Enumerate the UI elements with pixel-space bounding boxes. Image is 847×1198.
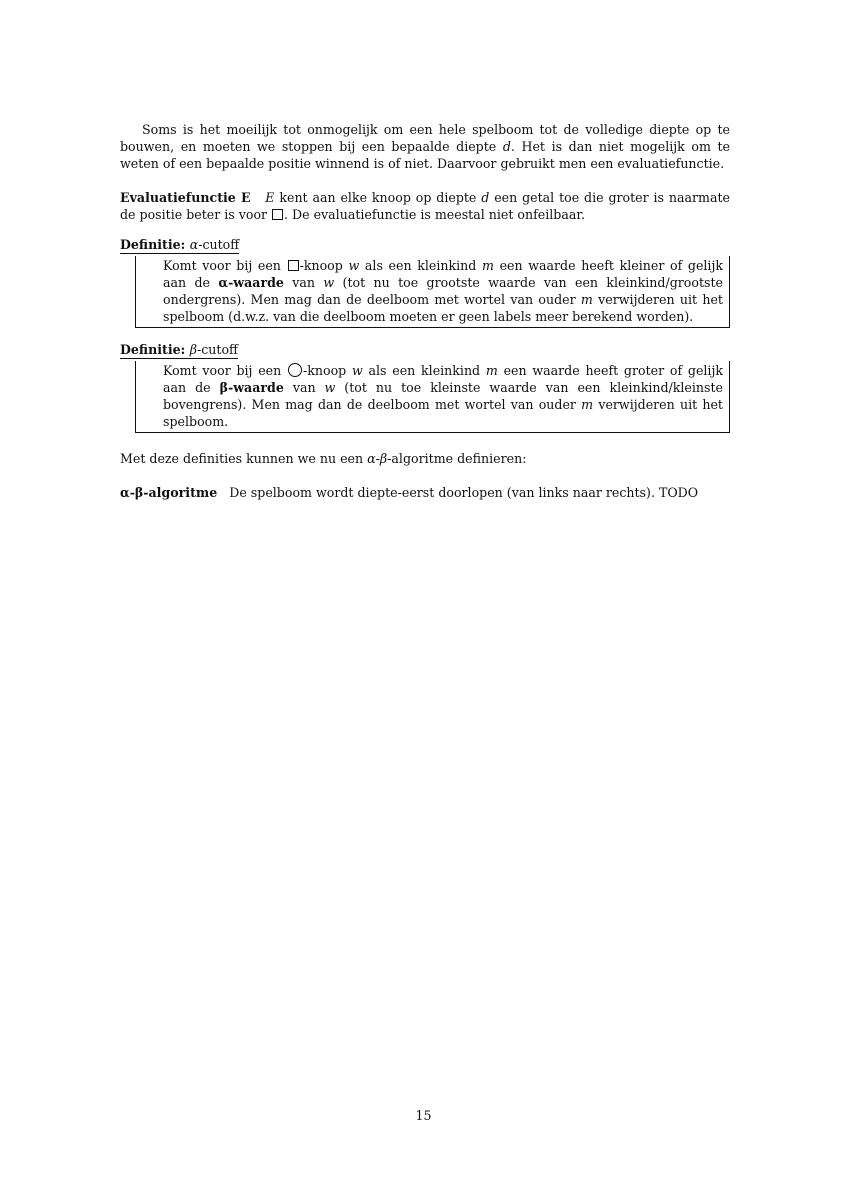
definition-name: -cutoff <box>198 237 240 252</box>
var-m: m <box>580 292 593 307</box>
definition-beta-heading <box>120 342 238 359</box>
page-number: 15 <box>415 1108 432 1123</box>
transition-paragraph <box>120 450 730 467</box>
definition-beta-text <box>163 362 723 430</box>
var-d: d <box>502 139 511 154</box>
def-text: een waarde heeft kleiner of gelijk aan de <box>163 258 723 290</box>
def-text: -knoop <box>302 363 352 378</box>
var-w: w <box>324 380 336 395</box>
def-text: (tot nu toe kleinste waarde van een kleinkind/kleinste bovengrens). Men mag dan de deelboom met wortel van ouder <box>163 380 723 412</box>
def-text: van <box>283 275 324 290</box>
evaluation-text-3: . De evaluatiefunctie is meestal niet onfeilbaar. <box>284 207 585 222</box>
intro-text-end: . Het is dan niet mogelijk om te weten of een bepaalde positie winnend is of niet. Daarvoor gebruikt men een evaluatiefunctie. <box>120 139 731 171</box>
def-text: van <box>283 380 325 395</box>
alpha-symbol: α <box>189 237 199 252</box>
alpha-symbol: α <box>367 451 376 466</box>
definition-alpha-box <box>135 256 730 328</box>
def-text: als een kleinkind <box>362 363 486 378</box>
def-text: Komt voor bij een <box>163 258 287 273</box>
def-text: verwijderen uit het spelboom. <box>163 397 723 429</box>
alpha-value-term: α-waarde <box>218 275 284 290</box>
var-e: E <box>265 190 275 205</box>
def-text: verwijderen uit het spelboom (d.w.z. van die deelboom moeten er geen labels meer berekend worden). <box>163 292 723 324</box>
square-symbol-icon <box>288 260 299 271</box>
evaluation-heading: Evaluatiefunctie E <box>120 190 251 205</box>
var-w: w <box>348 258 360 273</box>
var-w: w <box>323 275 335 290</box>
evaluation-paragraph <box>120 189 730 223</box>
var-m: m <box>581 397 594 412</box>
evaluation-text: kent aan elke knoop op diepte <box>274 190 482 205</box>
definition-beta-box <box>135 361 730 433</box>
page-body <box>120 121 730 501</box>
definition-name: -cutoff <box>196 342 238 357</box>
square-symbol-icon <box>272 209 283 220</box>
definition-label: Definitie: <box>120 237 186 252</box>
def-text: Komt voor bij een <box>163 363 287 378</box>
beta-symbol: β <box>189 342 197 357</box>
definition-label: Definitie: <box>120 342 186 357</box>
definition-alpha-text <box>163 257 723 325</box>
algorithm-paragraph <box>120 484 730 501</box>
var-m: m <box>485 363 498 378</box>
var-d: d <box>481 190 490 205</box>
beta-value-term: β-waarde <box>219 380 284 395</box>
evaluation-text-2: een getal toe die groter is naarmate de positie beter is voor <box>120 190 730 222</box>
algorithm-heading: α-β-algoritme <box>120 485 218 500</box>
circle-symbol-icon <box>288 363 302 377</box>
beta-symbol: β <box>379 451 388 466</box>
def-text: (tot nu toe grootste waarde van een kleinkind/grootste ondergrens). Men mag dan de deelboom met wortel van ouder <box>163 275 723 307</box>
transition-text: Met deze definities kunnen we nu een <box>120 451 368 466</box>
var-w: w <box>351 363 363 378</box>
var-m: m <box>481 258 494 273</box>
definition-alpha-heading <box>120 237 239 254</box>
transition-text-end: -algoritme definieren: <box>387 451 527 466</box>
intro-text: Soms is het moeilijk tot onmogelijk om een hele spelboom tot de volledige diepte op te bouwen, en moeten we stoppen bij een bepaalde diepte <box>120 122 730 154</box>
def-text: als een kleinkind <box>359 258 482 273</box>
def-text: een waarde heeft groter of gelijk aan de <box>163 363 723 395</box>
intro-paragraph <box>120 121 730 172</box>
dash: - <box>375 451 380 466</box>
def-text: -knoop <box>299 258 349 273</box>
algorithm-text: De spelboom wordt diepte-eerst doorlopen (van links naar rechts). TODO <box>229 485 699 500</box>
